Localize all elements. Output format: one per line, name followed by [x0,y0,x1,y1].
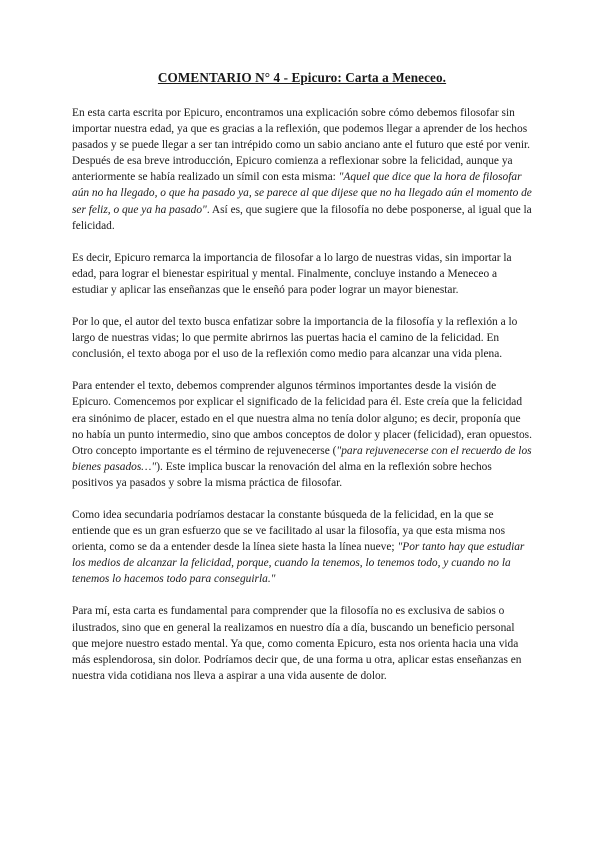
paragraph-text: Por lo que, el autor del texto busca enfatizar sobre la importancia de la filosofía y la reflexión a lo largo de nuestras vidas; lo que permite abrirnos las puertas hacia el camino de la felicidad. En conclusión, el texto aboga por el uso de la reflexión como medio para alcanzar una vida plena. [72,316,518,361]
quote-text: "Aquel que dice que la hora de filosofar aún no ha llegado, o que ha pasado ya, se parece al que dijese que no ha llegado aún el momento de ser feliz, o que ya ha pasado" [72,171,532,216]
paragraph-text: Como idea secundaria podríamos destacar la constante búsqueda de la felicidad, en la que se entiende que es un gran esfuerzo que se ve facilitado al usar la filosofía, ya que esta misma nos orienta, como se da a entender desde la línea siete hasta la línea nueve; [72,508,506,554]
paragraph [72,250,532,298]
quote-text: "para rejuvenecerse con el recuerdo de los bienes pasados…" [72,444,532,473]
paragraph-text: Es decir, Epicuro remarca la importancia de filosofar a lo largo de nuestras vidas, sin importar la edad, para lograr el bienestar espiritual y mental. Finalmente, concluye instando a Meneceo a estudiar y aplicar las enseñanzas que le enseñó para poder lograr un mayor bienestar. [72,251,512,296]
document-page [72,70,532,700]
paragraph-text: Para mí, esta carta es fundamental para comprender que la filosofía no es exclusiva de sabios o ilustrados, sino que en general la realizamos en nuestro día a día, buscando un beneficio personal que mejore nuestro estado mental. Ya que, como comenta Epicuro, esta nos orienta hacia una vida más esplendorosa, sin dolor. Podríamos decir que, de una forma u otra, aplicar estas enseñanzas en nuestra vida cotidiana nos lleva a aspirar a una vida ausente de dolor. [72,605,522,682]
paragraph-text: ). Este implica buscar la renovación del alma en la reflexión sobre hechos positivos ya pasados y sobre la misma práctica de filosofar. [72,460,492,489]
quote-text: "Por tanto hay que estudiar los medios de alcanzar la felicidad, porque, cuando la tenemos, lo tenemos todo, y cuando no la tenemos lo hacemos todo para conseguirla." [72,541,525,586]
paragraph [72,378,532,491]
paragraph-text: . Así es, que sugiere que la filosofía no debe posponerse, al igual que la felicidad. [72,203,532,232]
paragraph [72,507,532,587]
paragraph [72,314,532,362]
document-title: COMENTARIO N° 4 - Epicuro: Carta a Meneceo. [157,70,447,85]
paragraph [72,105,532,234]
document-body [72,105,532,684]
paragraph-text: Para entender el texto, debemos comprender algunos términos importantes desde la visión de Epicuro. Comencemos por explicar el significado de la felicidad para él. Este creía que la felicidad era sinónimo de placer, estado en el que nuestra alma no tenía dolor alguno; es decir, proponía que no había un punto intermedio, sino que ambos conceptos de dolor y placer (felicidad), eran opuestos. Otro concepto importante es el término de rejuvenecerse ( [72,380,532,457]
paragraph [72,603,532,683]
paragraph-text: En esta carta escrita por Epicuro, encontramos una explicación sobre cómo debemos filosofar sin importar nuestra edad, ya que es gracias a la reflexión, que podemos llegar a aprender de los hechos pasados y se puede llegar a ser tan intrépido como un sabio anciano ante el futuro que esté por venir. Después de esa breve introducción, Epicuro comienza a reflexionar sobre la felicidad, aunque ya anteriormente se había realizado un símil con esta misma: [72,107,531,184]
